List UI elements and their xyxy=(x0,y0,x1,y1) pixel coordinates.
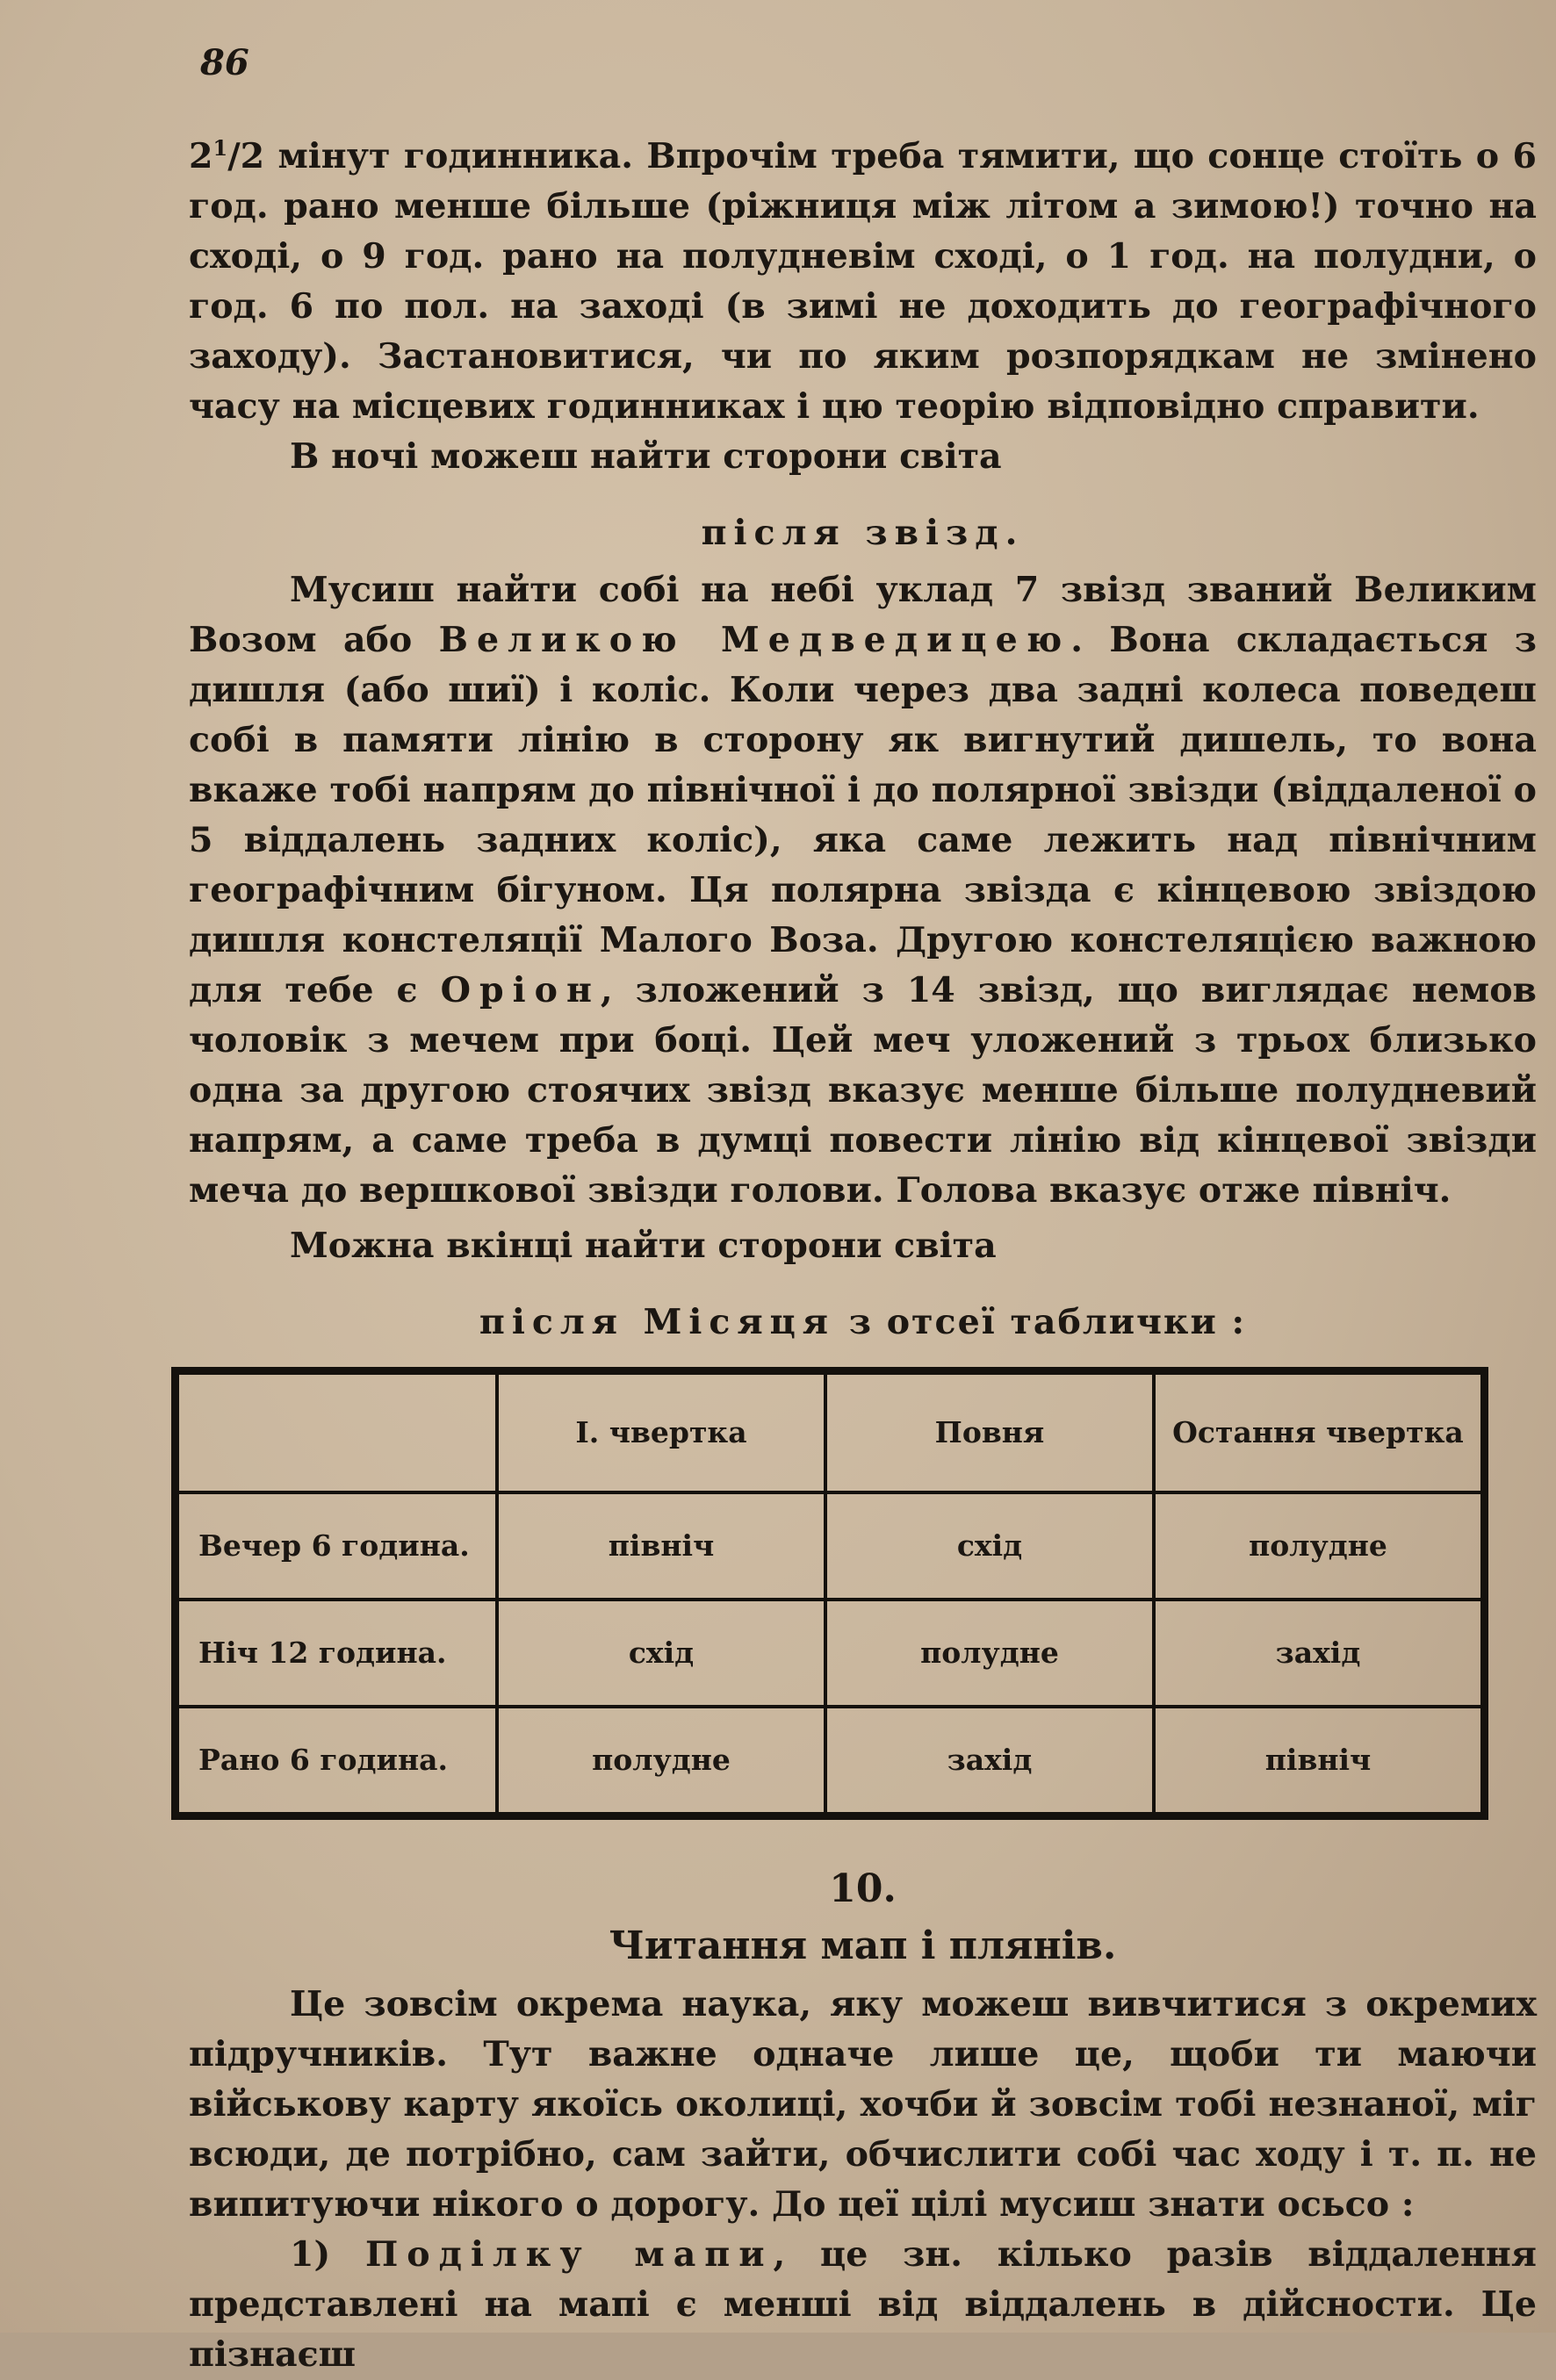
stars-text-great-bear: Великою Медведицею xyxy=(438,620,1071,660)
scale-term: Поділку мапи xyxy=(364,2234,774,2275)
scale-item-number: 1) xyxy=(290,2234,365,2275)
stars-text-e: , зложений з 14 звізд, що виглядає немов чоловік з мечем при боці. Цей меч уложений з трьох близько одна за другою стоячих звізд вказує менше більше полудневий напрям, а саме треба в думці повести лінію від кінцевої звізди меча до вершкової звізди голови. Голова вказує отже північ. xyxy=(189,970,1537,1211)
table-row xyxy=(176,1492,1485,1600)
paragraph-sun-time xyxy=(189,132,1537,432)
table-header-cell: І. чвертка xyxy=(497,1371,825,1493)
table-header-cell: Остання чвертка xyxy=(1154,1371,1485,1493)
stars-text-c: . Вона складається з дишля (або шиї) і коліс. Коли через два задні колеса поведеш собі в памяти лінію в сторону як вигнутий дишель, то вона вкаже тобі напрям до північної і до полярної звізди (віддаленої о 5 віддалень задних коліс), яка саме лежить над північним географічним бігуном. Ця полярна звізда є кінцевою звіздою дишля констеляції Малого Воза. Другою констеляцією важною для тебе є xyxy=(189,620,1538,1010)
table-cell: північ xyxy=(1154,1707,1485,1816)
paragraph-sun-text: мінут годинника. Впрочім треба тямити, що сонце стоїть о 6 год. рано менше більше (ріжниця між літом а зимою!) точно на сході, о 9 год. рано на полудневім сході, о 1 год. на полудни, о год. 6 по пол. на заході (в зимі не доходить до географічного заходу). Застановитися, чи по яким розпорядкам не змінено часу на місцевих годинниках і цю теорію відповідно справити. xyxy=(189,136,1537,427)
table-row xyxy=(176,1600,1485,1707)
table-header-cell xyxy=(176,1371,498,1493)
table-row-label: Ніч 12 година. xyxy=(176,1600,498,1707)
table-cell: полудне xyxy=(497,1707,825,1816)
table-cell: захід xyxy=(825,1707,1154,1816)
table-row-label: Вечер 6 година. xyxy=(176,1492,498,1600)
fraction-whole: 2 xyxy=(189,136,213,176)
page-body xyxy=(189,132,1537,2380)
scale-text: , це зн. кілько разів віддалення представлені на мапі є менші від віддалень в дійсности. Це пізнаєш xyxy=(189,2234,1537,2375)
heading-after-moon xyxy=(189,1298,1537,1348)
table-cell: схід xyxy=(825,1492,1154,1600)
table-cell: полудне xyxy=(1154,1492,1485,1600)
fraction-denominator: /2 xyxy=(227,136,265,176)
section-title: Читання мап і плянів. xyxy=(609,1923,1117,1968)
paragraph-moon-intro: Можна вкінці найти сторони світа xyxy=(290,1226,997,1266)
heading-after-stars: після звізд. xyxy=(701,513,1025,553)
table-cell: полудне xyxy=(825,1600,1154,1707)
section-number: 10. xyxy=(829,1866,897,1911)
moon-direction-table xyxy=(171,1367,1488,1820)
table-cell: північ xyxy=(497,1492,825,1600)
moon-table-wrap xyxy=(171,1367,1488,1820)
paragraph-map-scale xyxy=(189,2230,1537,2380)
table-cell: захід xyxy=(1154,1600,1485,1707)
paragraph-stars xyxy=(189,565,1537,1216)
paragraph-night-intro: В ночі можеш найти сторони світа xyxy=(290,436,1002,477)
table-row xyxy=(176,1707,1485,1816)
table-cell: схід xyxy=(497,1600,825,1707)
table-header-cell: Повня xyxy=(825,1371,1154,1493)
paragraph-maps: Це зовсім окрема наука, яку можеш вивчитися з окремих підручників. Тут важне одначе лише це, щоби ти маючи військову карту якоїсь околиці, хочби й зовсім тобі незнаної, міг всюди, де потрібно, сам зайти, обчислити собі час ходу і т. п. не випитуючи нікого о дорогу. До цеї цілі мусиш знати осьсо : xyxy=(189,1984,1537,2225)
heading-moon-spaced: після Місяця xyxy=(479,1302,835,1342)
table-row-label: Рано 6 година. xyxy=(176,1707,498,1816)
table-header-row xyxy=(176,1371,1485,1493)
fraction-numerator: 1 xyxy=(213,134,228,161)
heading-moon-rest: з отсеї таблички : xyxy=(834,1302,1247,1342)
stars-text-a: Мусиш найти собі на небі уклад 7 звізд званий Великим Возом або xyxy=(189,570,1537,660)
page-number: 86 xyxy=(200,42,249,83)
stars-text-orion: Оріон xyxy=(440,970,601,1010)
